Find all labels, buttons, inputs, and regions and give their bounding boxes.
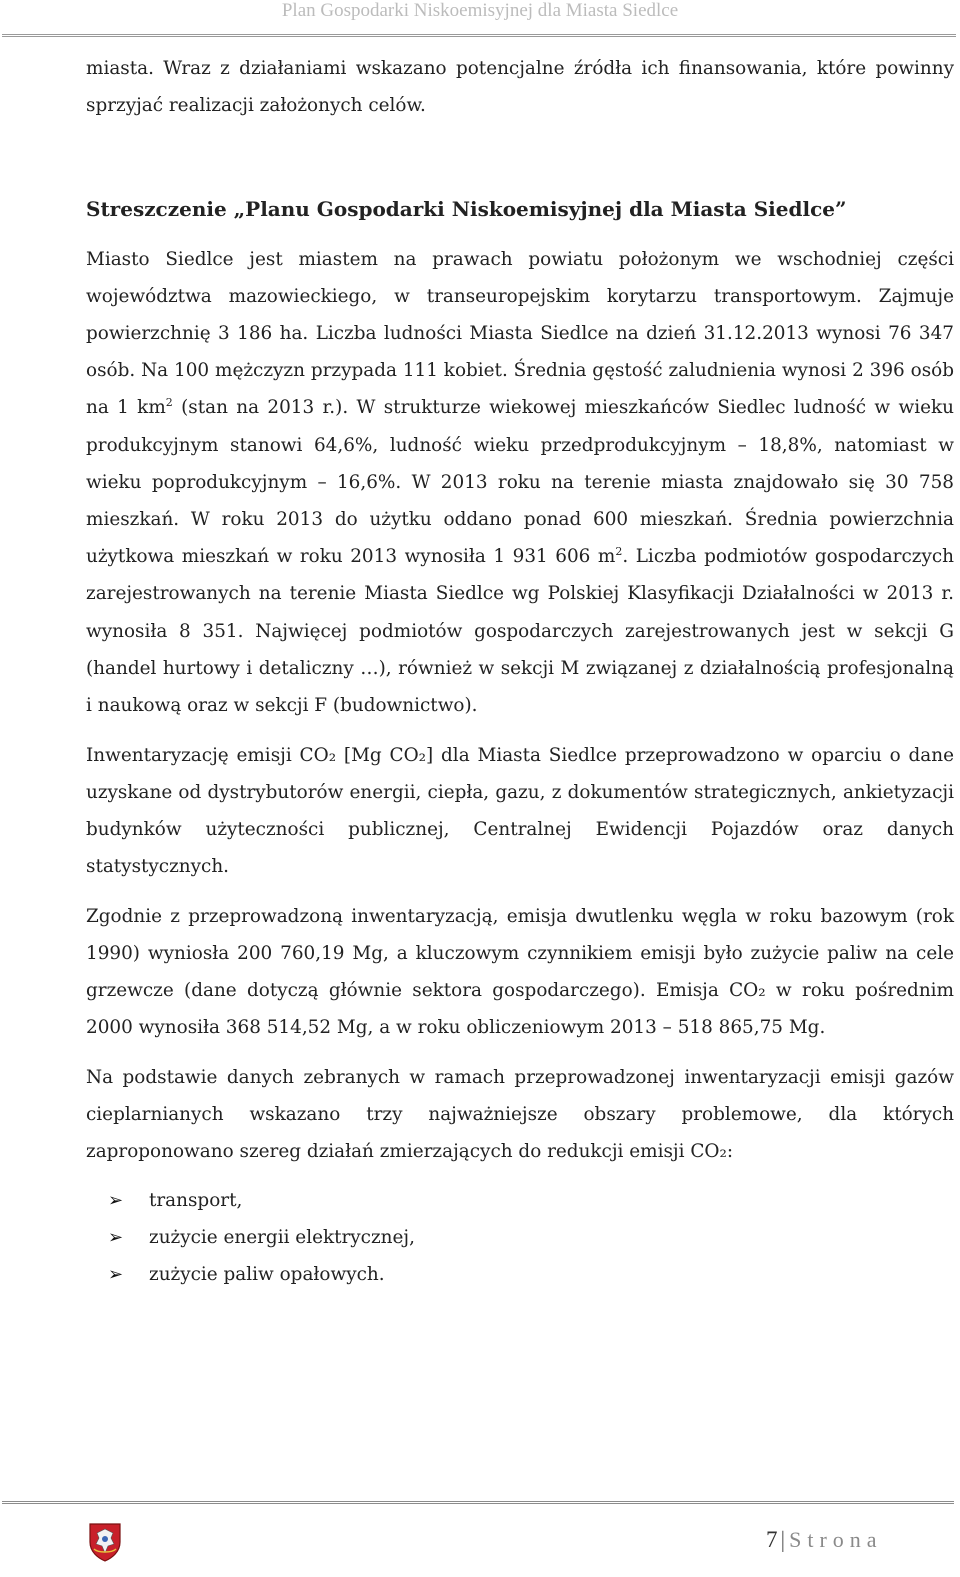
- footer-divider: [2, 1501, 954, 1504]
- list-item: [86, 1256, 954, 1293]
- intro-paragraph: miasta. Wraz z działaniami wskazano potencjalne źródła ich finansowania, które powinny sprzyjać realizacji założonych celów.: [86, 58, 954, 117]
- page-header: [0, 0, 960, 36]
- paragraph-emissions: Zgodnie z przeprowadzoną inwentaryzacją, emisja dwutlenku węgla w roku bazowym (rok 1990) wyniosła 200 760,19 Mg, a kluczowym czynnikiem emisji było zużycie paliw na cele grzewcze (dane dotyczą głównie sektora gospodarczego). Emisja CO₂ w roku pośrednim 2000 wynosiła 368 514,52 Mg, a w roku obliczeniowym 2013 – 518 865,75 Mg.: [86, 905, 954, 1039]
- paragraph-text: Miasto Siedlce jest miastem na prawach powiatu położonym we wschodniej części województwa mazowieckiego, w transeuropejskim korytarzu transportowym. Zajmuje powierzchnię 3 186 ha. Liczba ludności Miasta Siedlce na dzień 31.12.2013 wynosi 76 347 osób. Na 100 mężczyzn przypada 111 kobiet. Średnia gęstość zaludnienia wynosi 2 396 osób na 1 km: [86, 248, 954, 419]
- header-title: Plan Gospodarki Niskoemisyjnej dla Miasta Siedlce: [281, 0, 679, 21]
- arrow-bullet-icon: ➢: [108, 1264, 124, 1286]
- header-divider: [2, 34, 956, 37]
- paragraph-text: (stan na 2013 r.). W strukturze wiekowej mieszkańców Siedlec ludność w wieku produkcyjnym stanowi 64,6%, ludność wieku przedprodukcyjnym – 18,8%, natomiast w wieku poprodukcyjnym – 16,6%. W 2013 roku na terenie miasta znajdowało się 30 758 mieszkań. W roku 2013 do użytku oddano ponad 600 mieszkań. Średnia powierzchnia użytkowa mieszkań w roku 2013 wynosiła 1 931 606 m: [86, 397, 954, 568]
- section-heading: Streszczenie „Planu Gospodarki Niskoemisyjnej dla Miasta Siedlce”: [86, 197, 847, 222]
- arrow-bullet-icon: ➢: [108, 1189, 124, 1211]
- list-item-text: zużycie energii elektrycznej,: [149, 1226, 415, 1248]
- arrow-bullet-icon: ➢: [108, 1226, 124, 1248]
- list-item-text: zużycie paliw opałowych.: [149, 1264, 385, 1286]
- paragraph-problem-areas: Na podstawie danych zebranych w ramach przeprowadzonej inwentaryzacji emisji gazów cieplarnianych wskazano trzy najważniejsze obszary problemowe, dla których zaproponowano szereg działań zmierzających do redukcji emisji CO₂:: [86, 1067, 954, 1163]
- page-number-separator: |: [780, 1527, 786, 1552]
- superscript: 2: [615, 545, 623, 559]
- document-body: [86, 50, 954, 1293]
- list-item-text: transport,: [149, 1189, 243, 1211]
- paragraph-text: . Liczba podmiotów gospodarczych zarejestrowanych na terenie Miasta Siedlce wg Polskiej Klasyfikacji Działalności w 2013 r. wynosiła 8 351. Najwięcej podmiotów gospodarczych zarejestrowanych jest w sekcji G (handel hurtowy i detaliczny …), również w sekcji M związanej z działalnością profesjonalną i naukową oraz w sekcji F (budownictwo).: [86, 546, 954, 717]
- coat-of-arms-icon: [88, 1522, 122, 1562]
- page-number: [766, 1527, 883, 1553]
- paragraph-inventory: Inwentaryzację emisji CO₂ [Mg CO₂] dla Miasta Siedlce przeprowadzono w oparciu o dane uzyskane od dystrybutorów energii, ciepła, gazu, z dokumentów strategicznych, ankietyzacji budynków użyteczności publicznej, Centralnej Ewidencji Pojazdów oraz danych statystycznych.: [86, 744, 954, 878]
- problem-areas-list: [86, 1182, 954, 1294]
- list-item: [86, 1182, 954, 1219]
- list-item: [86, 1219, 954, 1256]
- superscript: 2: [165, 396, 173, 410]
- page-number-value: 7: [766, 1527, 778, 1552]
- paragraph-city-overview: [86, 241, 954, 725]
- page-word: Strona: [789, 1527, 883, 1552]
